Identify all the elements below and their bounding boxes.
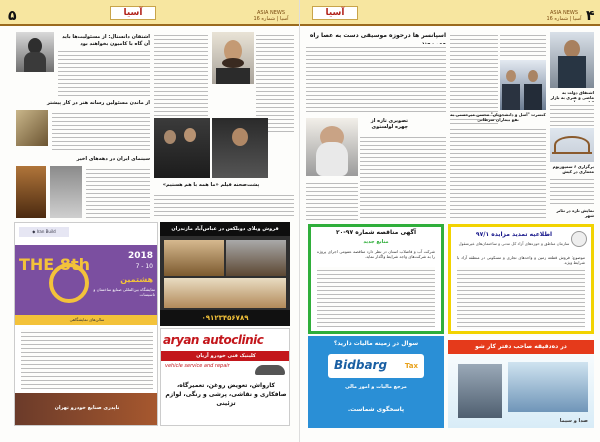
article-body — [550, 176, 594, 206]
ad-details: سالن‌های نمایشگاهی — [15, 315, 158, 325]
film-photo — [212, 118, 268, 178]
auction-notice-ad[interactable] — [448, 224, 594, 334]
bidbarg-brand-suffix: Tax — [404, 362, 418, 370]
article-body — [154, 32, 208, 132]
villa-photo — [164, 278, 286, 308]
headline-last: نمایش تازه در تئاتر شهر — [556, 208, 594, 218]
tender-title: آگهی مناقصه شماره ۹۷-۲۰ — [335, 229, 417, 236]
page-header — [0, 0, 299, 26]
tender-ad[interactable] — [308, 224, 444, 334]
band-photo — [154, 118, 210, 178]
ad-year: 2018 — [127, 251, 153, 261]
office-building-photo — [508, 362, 588, 412]
ad-badge: THE 8th — [19, 255, 90, 274]
headline-cinema: سینمای ایران در دهه‌های اخیر — [76, 156, 150, 162]
autoclinic-brand: aryan autoclinic — [163, 333, 264, 347]
brand-line: ASIA NEWS — [549, 10, 579, 16]
brand-tag — [544, 10, 584, 22]
notice-lines — [457, 267, 585, 329]
article-body — [306, 44, 446, 114]
car-icon — [255, 365, 285, 375]
tolstoy-photo — [306, 118, 358, 176]
office-title: در ده‌دقیقه صاحب دفتر کار شو — [448, 340, 594, 354]
page-number: ۴ — [586, 8, 595, 24]
ad-sponsor-logo: ◆ Iran Build — [19, 227, 69, 237]
bidbarg-footer: پاسخگوی شماست. — [347, 406, 405, 413]
ad-title: هشتمین — [120, 275, 153, 284]
headline-man: اشتقاق دولت به ماضی و هنری به بازار — [550, 90, 594, 100]
article-body — [154, 192, 294, 218]
tender-lines — [317, 267, 435, 327]
brand-line: آسیا | شماره 16 — [253, 16, 289, 22]
article-body — [306, 180, 358, 220]
bidbarg-question: سوال در زمینه مالیات دارید؟ — [333, 340, 419, 347]
headline-bridge: برگزاری ۶ سمپوزیوم معماری در کیش — [552, 164, 594, 174]
art-photo — [16, 110, 48, 146]
headline-woman: اشتفان دانستال: از مسئولیت‌ها باید آن گاه با کامیون بخواهند بود — [62, 34, 150, 47]
notice-title: اطلاعیه تمدید مزایده ۹۷/۱ — [475, 231, 553, 238]
right-page — [300, 0, 600, 442]
bridge-photo — [550, 128, 594, 162]
brand-line: ASIA NEWS — [256, 10, 286, 16]
article-body — [58, 48, 150, 96]
headline-art: از ماندن مسئولین رسانه هنر در کار پیشتر — [46, 100, 150, 106]
ad-subtitle: نمایشگاه بین‌المللی صنایع ساختمان و تاسیسات — [93, 287, 155, 297]
ad-body-text — [21, 329, 153, 389]
office-person-photo — [458, 364, 502, 418]
bidbarg-logo — [328, 354, 424, 378]
ad-purple-band — [15, 245, 158, 315]
meeting-photo — [500, 60, 546, 110]
article-body — [360, 134, 446, 220]
newspaper-logo: آسیا — [110, 6, 156, 20]
villa-phone: ۰۹۱۲۳۴۵۶۷۸۹ — [160, 310, 290, 326]
exhibition-ad[interactable] — [14, 222, 158, 426]
ad-footer — [15, 393, 158, 426]
autoclinic-ad[interactable] — [160, 328, 290, 426]
tender-body: شرکت آب و فاضلاب استان در نظر دارد مناقصه عمومی اجرای پروژه را به شرکت‌های واجد شرایط واگذار نماید. — [317, 249, 435, 259]
woman-photo — [16, 32, 54, 72]
film-caption: پشت‌صحنه فیلم «ما همه با هم هستیم» — [162, 182, 260, 188]
article-body — [52, 110, 150, 152]
autoclinic-sub-en: vehicle service and repair — [165, 363, 230, 369]
ad-dates: 7 - 10 — [135, 263, 153, 270]
bidbarg-brand: Bidbarg — [334, 358, 388, 372]
autoclinic-sub-fa: کلینیک فنی خودرو آریان — [161, 351, 290, 361]
office-ad[interactable] — [448, 336, 594, 428]
brand-tag — [250, 10, 292, 22]
newspaper-logo: آسیا — [312, 6, 358, 20]
meeting-caption: کنسرت "آسل و دانشجویان" محسن میرحسنی به نفع بیماران سرطانی — [450, 112, 546, 122]
bidbarg-ad[interactable] — [308, 336, 444, 428]
villa-ad[interactable] — [160, 222, 290, 326]
ad-footer-text: ناپدری صنایع خودرو تهران — [54, 405, 120, 411]
office-sub: صدا و سیما — [559, 418, 588, 424]
ad-ring-icon — [49, 263, 89, 303]
article-body — [500, 32, 546, 58]
building-photo — [50, 166, 82, 218]
emblem-icon — [571, 231, 587, 247]
portrait-photo — [212, 32, 254, 84]
villa-title: فروش ویلای دوبلکس در عباس‌آباد مازندران — [160, 222, 290, 236]
villa-photo — [226, 240, 286, 276]
autoclinic-services: کاروا‌ش، تعویض روغن، تعمیرگاه، صافکاری و نقاشی، پرشی و رنگی، لوازم تزئینی — [165, 382, 287, 407]
article-body — [86, 166, 150, 218]
cinema-photo — [16, 166, 46, 218]
article-body — [550, 102, 594, 126]
article-body — [450, 126, 546, 220]
page-number: ۵ — [8, 8, 17, 24]
tender-subtitle: منابع جدید — [363, 239, 389, 245]
article-body — [256, 32, 294, 132]
notice-body: موضوع: فروش قطعه زمین و واحدهای تجاری و مسکونی در منطقه آزاد با شرایط ویژه. — [457, 255, 585, 265]
man-photo — [550, 32, 594, 88]
notice-subtitle: سازمان مناطق و حوزه‌های آزاد کل مدنی و ساختمان‌های غیرمنقول — [458, 241, 570, 246]
main-headline: اسپانسر ها درحوزه موسیقی دست به عصا راه — [309, 32, 446, 39]
page-header — [300, 0, 600, 26]
villa-photo — [164, 240, 224, 276]
bidbarg-tagline: مرجع مالیات و امور مالی — [345, 384, 407, 390]
portrait-caption: تصویری تازه از چهره لولستوی — [370, 118, 408, 130]
brand-line: آسیا | شماره 16 — [546, 16, 582, 22]
